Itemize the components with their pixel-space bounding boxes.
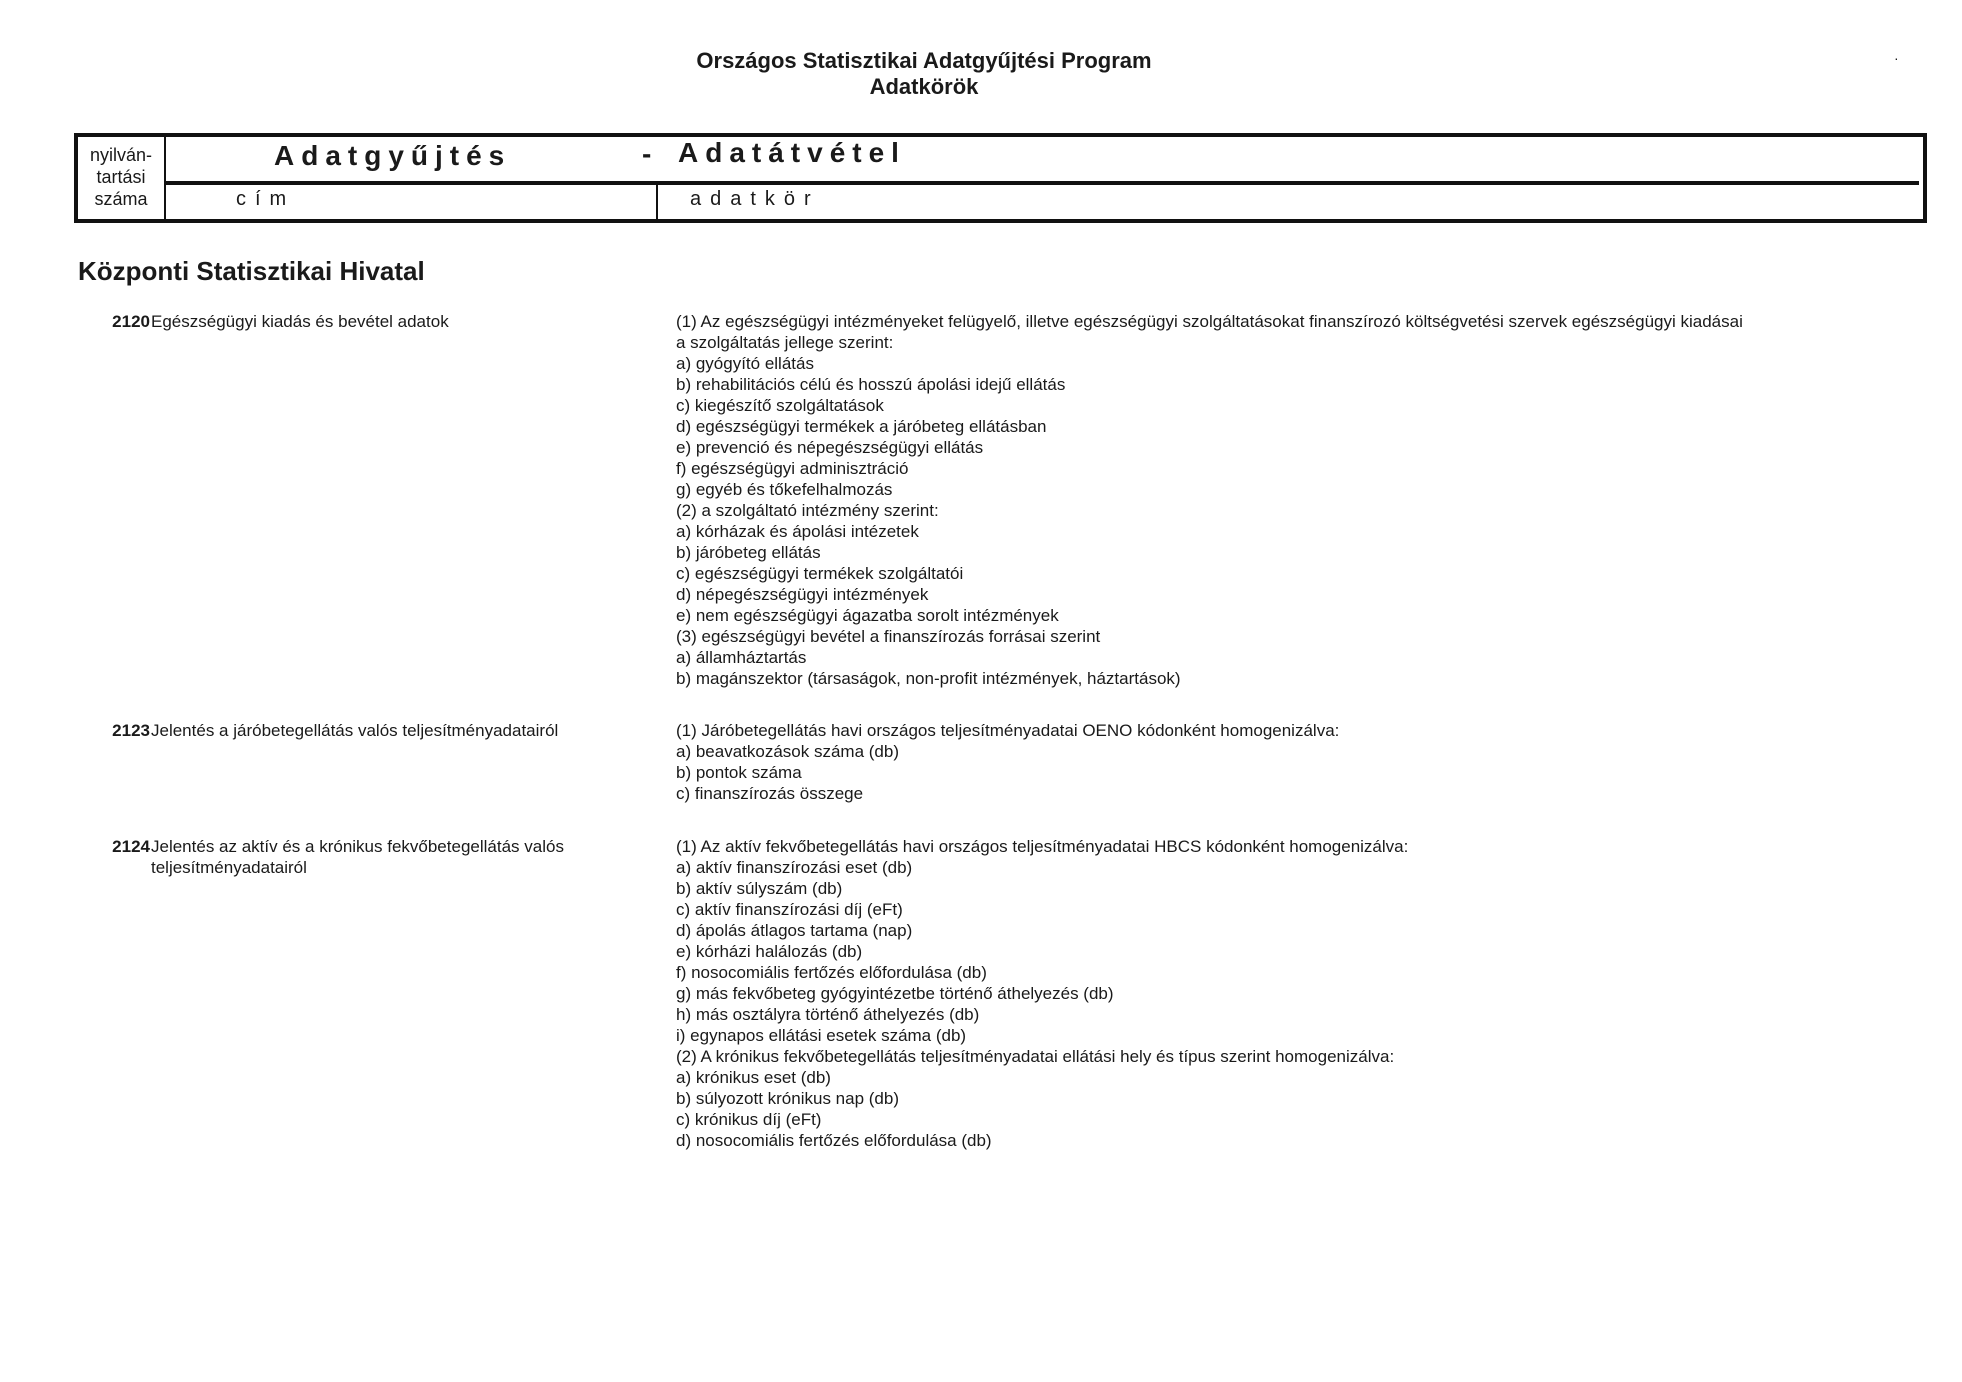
data-scope-line: a) krónikus eset (db)	[676, 1068, 831, 1087]
data-scope-line: b) rehabilitációs célú és hosszú ápolási idejű ellátás	[676, 375, 1066, 394]
registration-number-header	[78, 137, 166, 219]
column-header-box	[74, 133, 1927, 223]
header-dash: -	[642, 138, 659, 169]
header-column-divider	[656, 185, 658, 219]
data-scope-line: f) nosocomiális fertőzés előfordulása (db)	[676, 963, 987, 982]
data-scope-line: f) egészségügyi adminisztráció	[676, 459, 909, 478]
data-scope-line: c) aktív finanszírozási díj (eFt)	[676, 900, 903, 919]
entry-title: Jelentés az aktív és a krónikus fekvőbetegellátás valós teljesítményadatairól	[151, 837, 564, 877]
entry-data-scope	[676, 836, 1876, 1151]
data-scope-line: e) kórházi halálozás (db)	[676, 942, 863, 961]
reg-no-line: nyilván-	[89, 145, 153, 165]
page-subtitle: Adatkörök	[869, 74, 979, 99]
data-scope-line: h) más osztályra történő áthelyezés (db)	[676, 1005, 980, 1024]
margin-dot: ·	[1894, 50, 1899, 66]
data-scope-line: (3) egészségügyi bevétel a finanszírozás forrásai szerint	[676, 627, 1101, 646]
data-scope-line: d) ápolás átlagos tartama (nap)	[676, 921, 913, 940]
data-scope-line: (1) Járóbetegellátás havi országos teljesítményadatai OENO kódonként homogenizálva:	[676, 721, 1340, 740]
data-scope-line: d) népegészségügyi intézmények	[676, 585, 929, 604]
data-scope-line: c) finanszírozás összege	[676, 784, 864, 803]
data-scope-line: a szolgáltatás jellege szerint:	[676, 333, 894, 352]
data-scope-line: g) más fekvőbeteg gyógyintézetbe történő áthelyezés (db)	[676, 984, 1114, 1003]
entry-code: 2120	[112, 312, 150, 331]
data-scope-line: (2) a szolgáltató intézmény szerint:	[676, 501, 939, 520]
data-scope-line: b) járóbeteg ellátás	[676, 543, 821, 562]
title-column-heading: cím	[236, 188, 296, 210]
data-scope-line: c) egészségügyi termékek szolgáltatói	[676, 564, 964, 583]
data-scope-line: d) egészségügyi termékek a járóbeteg ellátásban	[676, 417, 1047, 436]
data-scope-line: a) gyógyító ellátás	[676, 354, 814, 373]
reg-no-line: száma	[94, 189, 148, 209]
data-column-heading: adatkör	[690, 188, 820, 210]
data-scope-line: b) súlyozott krónikus nap (db)	[676, 1089, 899, 1108]
entry-data-scope	[676, 311, 1876, 689]
data-scope-line: (2) A krónikus fekvőbetegellátás teljesítményadatai ellátási hely és típus szerint homogenizálva:	[676, 1047, 1395, 1066]
entry-data-scope	[676, 720, 1876, 804]
organization-heading: Központi Statisztikai Hivatal	[78, 256, 425, 286]
reg-no-line: tartási	[96, 167, 146, 187]
entry-code: 2123	[112, 721, 150, 740]
data-scope-line: a) aktív finanszírozási eset (db)	[676, 858, 913, 877]
entry-code: 2124	[112, 837, 150, 856]
data-scope-line: d) nosocomiális fertőzés előfordulása (db)	[676, 1131, 992, 1150]
data-scope-line: c) kiegészítő szolgáltatások	[676, 396, 884, 415]
data-scope-line: (1) Az aktív fekvőbetegellátás havi országos teljesítményadatai HBCS kódonként homogenizálva:	[676, 837, 1409, 856]
data-scope-line: b) magánszektor (társaságok, non-profit intézmények, háztartások)	[676, 669, 1181, 688]
entry-title: Egészségügyi kiadás és bevétel adatok	[151, 312, 449, 331]
data-scope-line: b) aktív súlyszám (db)	[676, 879, 843, 898]
transfer-heading: Adatátvétel	[678, 137, 906, 168]
entry-title: Jelentés a járóbetegellátás valós teljesítményadatairól	[151, 721, 559, 740]
data-scope-line: a) beavatkozások száma (db)	[676, 742, 899, 761]
data-scope-line: a) kórházak és ápolási intézetek	[676, 522, 919, 541]
data-scope-line: g) egyéb és tőkefelhalmozás	[676, 480, 893, 499]
data-scope-line: c) krónikus díj (eFt)	[676, 1110, 822, 1129]
data-scope-line: b) pontok száma	[676, 763, 802, 782]
data-scope-line: i) egynapos ellátási esetek száma (db)	[676, 1026, 967, 1045]
data-scope-line: a) államháztartás	[676, 648, 807, 667]
data-scope-line: e) nem egészségügyi ágazatba sorolt intézmények	[676, 606, 1059, 625]
data-scope-line: e) prevenció és népegészségügyi ellátás	[676, 438, 984, 457]
page-title: Országos Statisztikai Adatgyűjtési Program	[696, 48, 1152, 73]
data-scope-line: (1) Az egészségügyi intézményeket felügyelő, illetve egészségügyi szolgáltatásokat finanszírozó költségvetési szervek egészségügyi kiadásai	[676, 312, 1743, 331]
collection-heading: Adatgyűjtés	[274, 140, 512, 171]
header-divider	[166, 181, 1919, 185]
